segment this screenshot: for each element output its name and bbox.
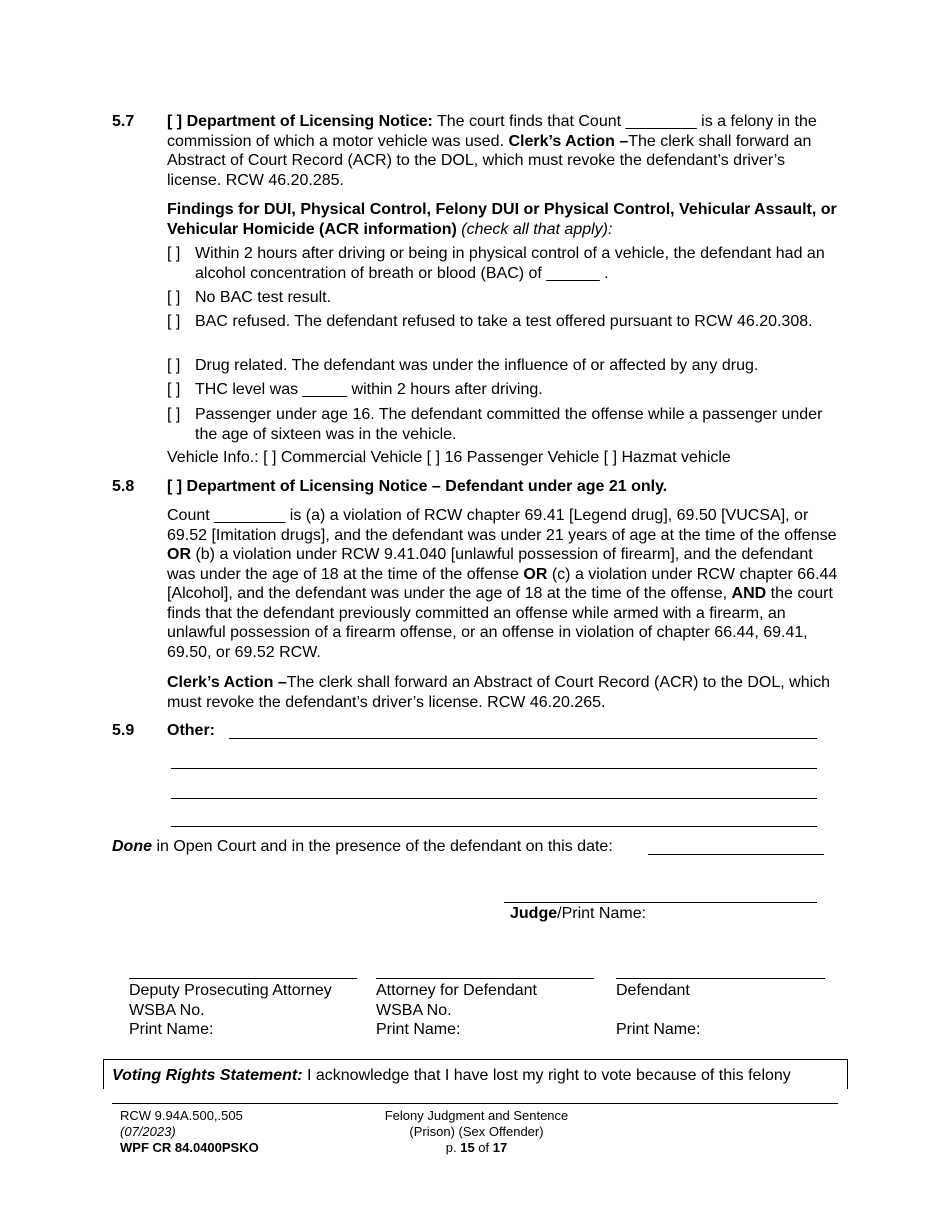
section-5-8-or: OR [167,546,191,563]
other-line[interactable] [171,798,817,799]
section-5-8-clerk [167,673,843,712]
section-5-7-title: Department of Licensing Notice: [186,113,433,130]
other-line[interactable] [229,738,817,739]
section-5-7-clerk-label: Clerk’s Action – [508,132,629,150]
finding-bac-refused-text: BAC refused. The defendant refused to take a test offered pursuant to RCW 46.20.308. [195,313,813,330]
section-5-8-text-b: (b) a violation under RCW 9.41.040 [unlawful possession of firearm], and the defendant was under the age of 18 at the time of the offense [167,546,813,583]
other-line[interactable] [171,768,817,769]
judge-bold: Judge [510,905,558,922]
judge-print-name: /Print Name: [557,905,647,922]
prosecutor-role: Deputy Prosecuting Attorney [129,982,332,999]
page-current: 15 [460,1140,475,1155]
section-5-7-checkbox[interactable]: [ ] [167,113,183,130]
footer-subtitle: (Prison) (Sex Offender) [409,1124,544,1139]
findings-heading-note: (check all that apply): [456,220,613,238]
vehicle-info: Vehicle Info.: [ ] Commercial Vehicle [ ] 16 Passenger Vehicle [ ] Hazmat vehicle [167,449,731,466]
judge-label [510,904,646,924]
finding-passenger-text: Passenger under age 16. The defendant committed the offense while a passenger under the age of sixteen was in the vehicle. [195,406,823,443]
findings-heading-text: Findings for DUI, Physical Control, Felony DUI or Physical Control, Vehicular Assault, or Vehicular Homicide (ACR information) [167,201,837,238]
finding-checkbox[interactable]: [ ] [167,381,181,398]
section-5-8-text-d: the court finds that the defendant previously committed an offense while armed with a firearm, an unlawful possession of a firearm offense, or an offense in violation of chapter 66.44, 69.41, 69.50, or 69.52 RCW. [167,585,833,661]
prosecutor-print-name: Print Name: [129,1021,214,1038]
page-prefix: p. [445,1140,461,1155]
section-5-8-number: 5.8 [112,478,135,495]
section-5-7-number: 5.7 [112,113,135,130]
section-5-8-clerk-label: Clerk’s Action – [167,674,287,691]
section-5-7-text: The court finds that Count ________ is a felony in the commission of which a motor vehicle was used. [167,113,817,150]
section-5-8-text-c: (c) a violation under RCW chapter 66.44 [Alcohol], and the defendant was under the age of 18 at the time of the offense, [167,565,838,602]
footer-form-number: WPF CR 84.0400PSKO [120,1140,259,1155]
section-5-8-and: AND [731,585,767,602]
finding-drug-text: Drug related. The defendant was under the influence of or affected by any drug. [195,357,759,374]
section-5-8-clerk-text: The clerk shall forward an Abstract of Court Record (ACR) to the DOL, which must revoke the defendant’s driver’s license. RCW 46.20.265. [167,674,831,711]
section-5-8-title: [ ] Department of Licensing Notice – Defendant under age 21 only. [167,478,668,495]
section-5-7-clerk-text: The clerk shall forward an Abstract of Court Record (ACR) to the DOL, which must revoke the defendant’s driver’s license. RCW 46.20.285. [167,132,812,189]
other-line[interactable] [171,826,817,827]
section-5-9-number: 5.9 [112,722,135,739]
finding-checkbox[interactable]: [ ] [167,245,181,262]
voting-rights-text: I acknowledge that I have lost my right to vote because of this felony [302,1067,791,1084]
defendant-print-name: Print Name: [616,1021,701,1038]
footer-title: Felony Judgment and Sentence [384,1108,569,1123]
footer-page-number [330,1140,623,1156]
done-text: in Open Court and in the presence of the defendant on this date: [152,838,613,855]
section-5-9-label: Other: [167,722,215,739]
attorney-wsba: WSBA No. [376,1002,452,1019]
voting-rights-statement [112,1066,791,1086]
findings-heading [167,200,843,239]
done-label: Done [112,838,152,855]
section-5-8-or: OR [523,565,548,583]
finding-bac-text: Within 2 hours after driving or being in physical control of a vehicle, the defendant had an alcohol concentration of breath or blood (BAC) of ______ . [195,245,825,282]
attorney-signature-line[interactable] [376,978,594,979]
finding-thc-text: THC level was _____ within 2 hours after driving. [195,381,543,398]
finding-no-bac-text: No BAC test result. [195,289,332,306]
voting-rights-label: Voting Rights Statement: [112,1067,303,1084]
defendant-role: Defendant [616,982,690,999]
page-of: of [474,1140,493,1155]
footer-rcw: RCW 9.94A.500,.505 [120,1108,243,1123]
section-5-8-text-a: Count ________ is (a) a violation of RCW chapter 69.41 [Legend drug], 69.50 [VUCSA], or 69.52 [Imitation drugs], and the defendant was under 21 years of age at the time of the offense [167,507,837,544]
prosecutor-wsba: WSBA No. [129,1002,205,1019]
page-total: 17 [492,1140,508,1155]
finding-checkbox[interactable]: [ ] [167,313,181,330]
section-5-8-paragraph [167,506,843,662]
finding-checkbox[interactable]: [ ] [167,289,181,306]
judge-signature-line[interactable] [504,902,817,903]
finding-checkbox[interactable]: [ ] [167,357,181,374]
footer-divider [112,1103,838,1104]
finding-checkbox[interactable]: [ ] [167,406,181,423]
date-line[interactable] [648,854,824,855]
footer-date: (07/2023) [120,1124,176,1139]
prosecutor-signature-line[interactable] [129,978,357,979]
section-5-7-paragraph [167,112,843,190]
attorney-print-name: Print Name: [376,1021,461,1038]
done-statement [112,837,613,857]
defendant-signature-line[interactable] [616,978,825,979]
attorney-role: Attorney for Defendant [376,982,537,999]
